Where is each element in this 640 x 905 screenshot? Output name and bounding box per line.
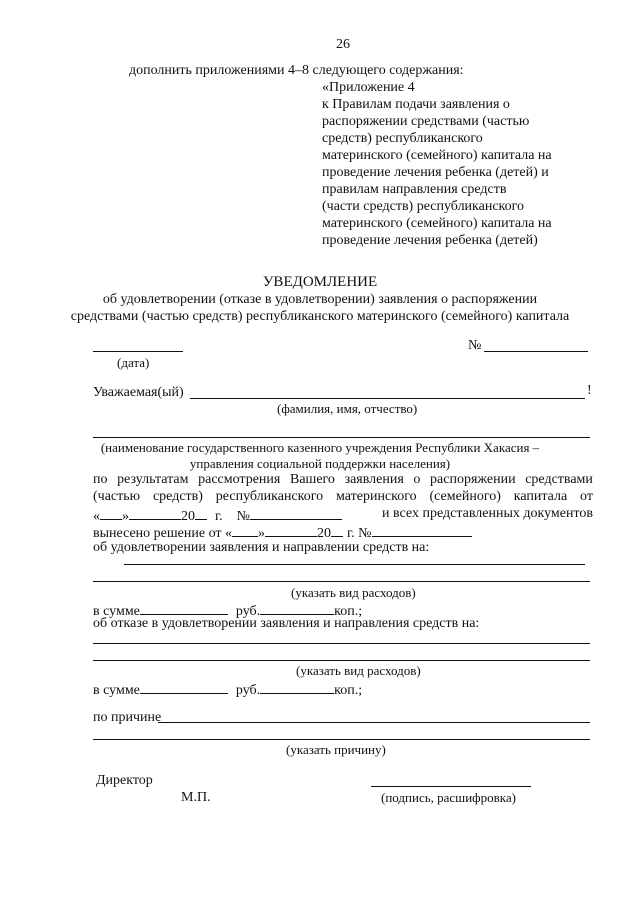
rub-label: руб. [235, 683, 261, 698]
body-word: от [580, 489, 593, 504]
refusal-line: об отказе в удовлетворении заявления и направления средств на: [93, 616, 480, 631]
page-number: 26 [336, 37, 350, 52]
year-field[interactable] [195, 507, 207, 520]
application-number-field[interactable] [250, 507, 342, 520]
body-line [93, 490, 593, 504]
institution-field-line[interactable] [93, 437, 590, 438]
decision-month-field[interactable] [265, 524, 317, 537]
expense-caption: (указать вид расходов) [291, 585, 416, 600]
year-prefix: 20 [317, 526, 332, 541]
appendix-line: средств) республиканского [322, 131, 483, 146]
body-word: республиканского [215, 489, 324, 504]
reason-label: по причине [93, 710, 162, 725]
body-line [93, 524, 472, 541]
institution-caption: (наименование государственного казенного учреждения Республики Хакасия – [100, 440, 540, 455]
expense-field-line[interactable] [93, 581, 590, 582]
year-suffix: г. [215, 509, 223, 524]
date-field-line[interactable] [93, 351, 183, 352]
appendix-line: к Правилам подачи заявления о [322, 97, 510, 112]
body-word: капитала [513, 489, 568, 504]
date-caption: (дата) [117, 355, 150, 370]
appendix-line: материнского (семейного) капитала на [322, 148, 552, 163]
day-field[interactable] [100, 507, 122, 520]
rub-amount-field[interactable] [140, 602, 228, 615]
expense-caption: (указать вид расходов) [296, 663, 421, 678]
reason-caption: (указать причину) [286, 742, 386, 757]
sum-label: в сумме [93, 683, 140, 698]
body-line [93, 473, 593, 487]
body-word: распоряжении [430, 472, 516, 487]
institution-caption: управления социальной поддержки населения) [189, 456, 451, 471]
body-line-tail: и всех представленных документов [382, 506, 593, 521]
fio-field-line[interactable] [190, 398, 585, 399]
appendix-line: распоряжении средствами (частью [322, 114, 530, 129]
year-prefix: 20 [181, 509, 195, 524]
document-subtitle: средствами (частью средств) республиканского материнского (семейного) капитала [70, 309, 570, 324]
number-field-line[interactable] [484, 351, 588, 352]
decision-number-field[interactable] [372, 524, 472, 537]
appendix-line: проведение лечения ребенка (детей) [322, 233, 538, 248]
kop-amount-field[interactable] [260, 602, 334, 615]
quote-open: « [93, 509, 100, 524]
fio-caption: (фамилия, имя, отчество) [277, 401, 418, 416]
document-subtitle: об удовлетворении (отказе в удовлетворении) заявления о распоряжении [102, 292, 538, 307]
month-field[interactable] [129, 507, 181, 520]
rub-amount-field[interactable] [140, 681, 228, 694]
appendix-line: правилам направления средств [322, 182, 507, 197]
refusal-expense-field-line[interactable] [93, 643, 590, 644]
quote-close: » [122, 509, 129, 524]
body-word: средств) [152, 489, 203, 504]
appendix-line: материнского (семейного) капитала на [322, 216, 552, 231]
body-word: результатам [117, 472, 189, 487]
reason-field-line[interactable] [93, 739, 590, 740]
body-word: средствами [525, 472, 593, 487]
expense-field-line[interactable] [124, 564, 585, 565]
kop-label: коп.; [334, 604, 363, 619]
kop-amount-field[interactable] [260, 681, 334, 694]
decision-number-label: г. № [347, 526, 372, 541]
sum-label: в сумме [93, 604, 140, 619]
document-title: УВЕДОМЛЕНИЕ [262, 274, 378, 290]
appendix-line: проведение лечения ребенка (детей) и [322, 165, 549, 180]
decision-label: вынесено решение от « [93, 526, 233, 541]
reason-field-line[interactable] [158, 722, 590, 723]
body-word: материнского [336, 489, 417, 504]
body-word: (частью [93, 489, 141, 504]
appendix-line: «Приложение 4 [322, 80, 415, 95]
greeting-label: Уважаемая(ый) [93, 385, 184, 400]
kop-label: коп.; [334, 683, 363, 698]
approval-line: об удовлетворении заявления и направлении средств на: [93, 540, 430, 555]
stamp-label: М.П. [181, 790, 211, 805]
body-word: Вашего [289, 472, 335, 487]
body-word: заявления [344, 472, 404, 487]
decision-day-field[interactable] [232, 524, 258, 537]
signature-caption: (подпись, расшифровка) [381, 790, 516, 805]
body-word: рассмотрения [198, 472, 281, 487]
body-word: (семейного) [429, 489, 501, 504]
appendix-line: (части средств) республиканского [322, 199, 525, 214]
number-sign: № [468, 338, 482, 353]
greeting-exclamation: ! [587, 383, 592, 398]
decision-year-field[interactable] [331, 524, 343, 537]
intro-text: дополнить приложениями 4–8 следующего содержания: [129, 63, 464, 78]
number-sign: № [236, 509, 251, 524]
body-word: по [93, 472, 108, 487]
sum-line [93, 681, 362, 698]
body-line [93, 507, 342, 524]
quote-close: » [258, 526, 266, 541]
refusal-expense-field-line[interactable] [93, 660, 590, 661]
rub-label: руб. [235, 604, 261, 619]
signature-field-line[interactable] [371, 786, 531, 787]
director-label: Директор [96, 773, 153, 788]
body-word: о [413, 472, 421, 487]
